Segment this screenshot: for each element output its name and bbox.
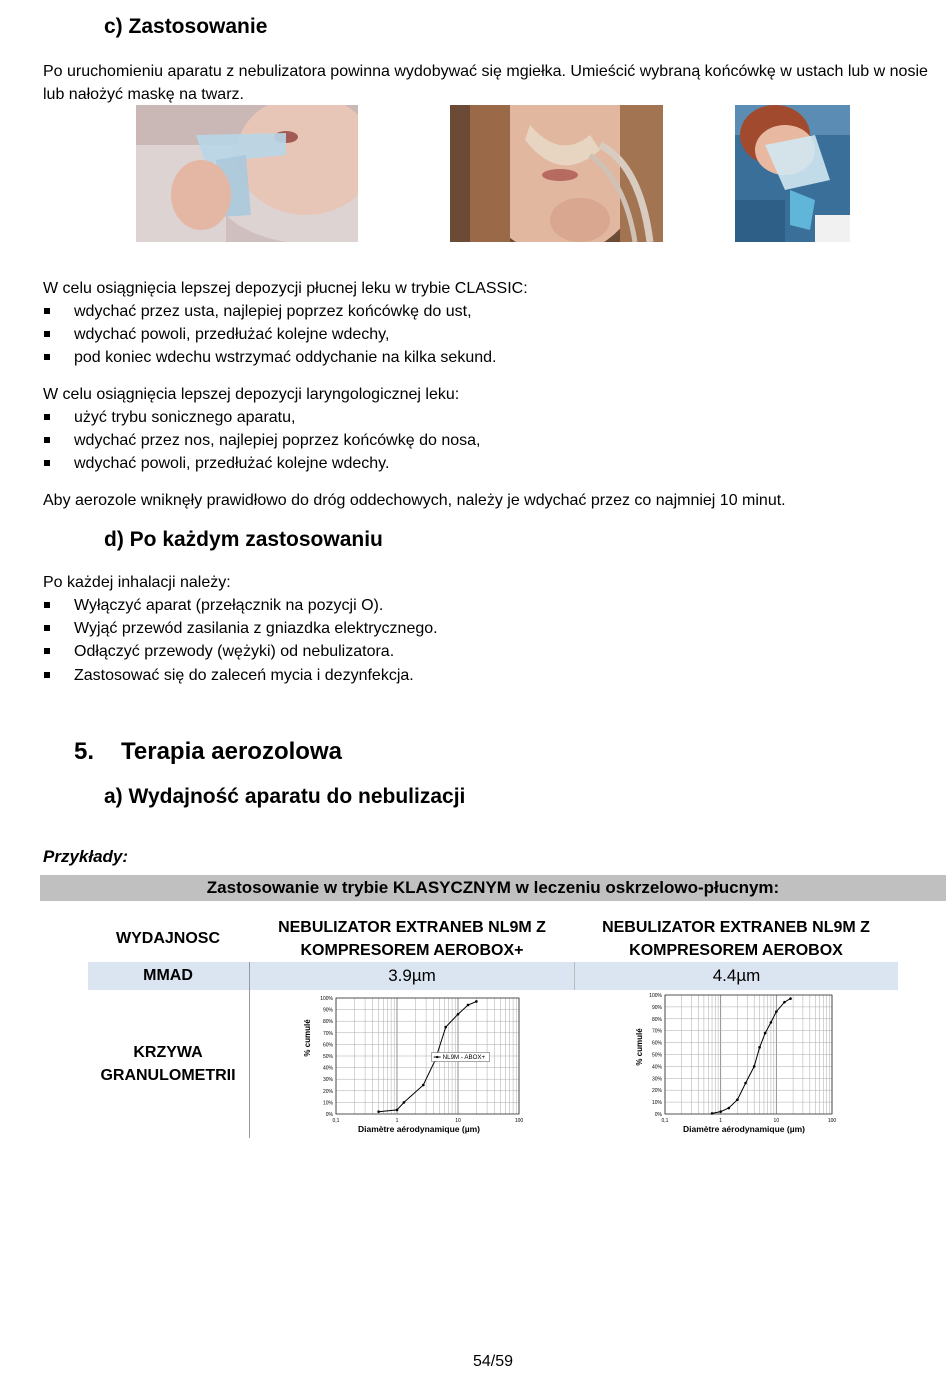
y-tick-label: 70% bbox=[651, 1028, 662, 1035]
classic-intro: W celu osiągnięcia lepszej depozycji płucnej leku w trybie CLASSIC: bbox=[43, 280, 528, 297]
series-line bbox=[712, 999, 791, 1114]
col-header-aerobox-plus: NEBULIZATOR EXTRANEB NL9M Z KOMPRESOREM AEROBOX+ bbox=[278, 919, 546, 959]
legend-label: NL9M - ABOX+ bbox=[442, 1054, 486, 1062]
y-tick-label: 60% bbox=[322, 1042, 333, 1049]
list-item: wdychać przez nos, najlepiej poprzez końcówkę do nosa, bbox=[43, 429, 923, 452]
data-point bbox=[444, 1026, 447, 1029]
y-tick-label: 70% bbox=[322, 1030, 333, 1037]
data-point bbox=[789, 997, 792, 1000]
data-point bbox=[775, 1010, 778, 1013]
photo-face-mask bbox=[735, 105, 850, 242]
data-point bbox=[467, 1004, 470, 1007]
photo-mouthpiece bbox=[136, 105, 358, 242]
y-tick-label: 30% bbox=[322, 1077, 333, 1084]
y-tick-label: 20% bbox=[651, 1088, 662, 1095]
section-c-title: c) Zastosowanie bbox=[104, 15, 268, 38]
list-item: pod koniec wdechu wstrzymać oddychanie na kilka sekund. bbox=[43, 346, 923, 369]
table-header: Zastosowanie w trybie KLASYCZNYM w leczeniu oskrzelowo-płucnym: bbox=[40, 875, 946, 901]
list-item: wdychać powoli, przedłużać kolejne wdechy, bbox=[43, 323, 923, 346]
list-item: Wyłączyć aparat (przełącznik na pozycji O). bbox=[43, 594, 923, 617]
page-number: 54/59 bbox=[472, 1353, 514, 1370]
data-point bbox=[457, 1013, 460, 1016]
x-tick-label: 100 bbox=[514, 1118, 524, 1124]
data-point bbox=[475, 1000, 478, 1003]
y-tick-label: 60% bbox=[651, 1040, 662, 1047]
x-tick-label: 1 bbox=[719, 1118, 723, 1124]
y-tick-label: 50% bbox=[651, 1052, 662, 1059]
chart-ylabel: % cumulé bbox=[635, 1028, 644, 1066]
x-tick-label: 10 bbox=[773, 1118, 780, 1124]
list-item: Wyjąć przewód zasilania z gniazdka elektrycznego. bbox=[43, 617, 923, 640]
laryng-list bbox=[43, 406, 923, 476]
y-tick-label: 50% bbox=[322, 1054, 333, 1060]
list-item: Odłączyć przewody (wężyki) od nebulizatora. bbox=[43, 640, 923, 663]
x-tick-label: 0,1 bbox=[661, 1118, 669, 1124]
list-item: wdychać przez usta, najlepiej poprzez końcówkę do ust, bbox=[43, 300, 923, 323]
chart-xlabel: Diamètre aérodynamique (µm) bbox=[357, 1124, 481, 1134]
data-point bbox=[403, 1101, 406, 1104]
x-tick-label: 1 bbox=[395, 1118, 399, 1124]
closing-paragraph: Aby aerozole wniknęły prawidłowo do dróg oddechowych, należy je wdychać przez co najmniej 10 minut. bbox=[43, 492, 786, 509]
chart-xlabel: Diamètre aérodynamique (µm) bbox=[682, 1124, 806, 1134]
data-point bbox=[736, 1098, 739, 1101]
granulometry-chart-aerobox bbox=[632, 990, 842, 1138]
col-divider bbox=[249, 962, 250, 1138]
legend-marker bbox=[436, 1056, 438, 1058]
classic-list bbox=[43, 300, 923, 370]
data-point bbox=[770, 1021, 773, 1024]
data-point bbox=[396, 1109, 399, 1112]
y-tick-label: 10% bbox=[322, 1100, 333, 1107]
section-d-list bbox=[43, 594, 923, 687]
mmad-value-aerobox-plus: 3.9µm bbox=[388, 966, 436, 985]
data-point bbox=[377, 1110, 380, 1113]
photo-nose-piece bbox=[450, 105, 663, 242]
data-point bbox=[422, 1084, 425, 1087]
y-tick-label: 80% bbox=[322, 1019, 333, 1026]
data-point bbox=[758, 1046, 761, 1049]
section-d-intro: Po każdej inhalacji należy: bbox=[43, 574, 231, 591]
data-point bbox=[753, 1065, 756, 1068]
section-d-title: d) Po każdym zastosowaniu bbox=[104, 528, 383, 551]
y-tick-label: 90% bbox=[651, 1004, 662, 1011]
y-tick-label: 20% bbox=[322, 1088, 333, 1095]
y-tick-label: 40% bbox=[322, 1065, 333, 1072]
data-point bbox=[783, 1001, 786, 1004]
y-tick-label: 100% bbox=[320, 996, 333, 1002]
col-header-wydajnosc: WYDAJNOSC bbox=[115, 930, 220, 947]
chart-ylabel: % cumulé bbox=[303, 1019, 312, 1057]
section-c-intro: Po uruchomieniu aparatu z nebulizatora powinna wydobywać się mgiełka. Umieścić wybraną końcówkę w ustach lub w nosie lub nałożyć maskę na twarz. bbox=[43, 63, 928, 103]
examples-label: Przykłady: bbox=[43, 847, 129, 866]
section-5-title: Terapia aerozolowa bbox=[121, 738, 342, 765]
y-tick-label: 90% bbox=[322, 1007, 333, 1014]
list-item: Zastosować się do zaleceń mycia i dezynfekcja. bbox=[43, 664, 923, 687]
mmad-value-aerobox: 4.4µm bbox=[712, 966, 761, 985]
x-tick-label: 10 bbox=[455, 1118, 461, 1124]
y-tick-label: 0% bbox=[654, 1112, 662, 1118]
y-tick-label: 40% bbox=[651, 1064, 662, 1071]
data-point bbox=[744, 1082, 747, 1085]
granulometry-chart-aerobox-plus bbox=[300, 993, 530, 1138]
section-5-number: 5. bbox=[74, 738, 95, 765]
laryng-intro: W celu osiągnięcia lepszej depozycji laryngologicznej leku: bbox=[43, 386, 460, 403]
data-point bbox=[711, 1112, 714, 1115]
col-header-aerobox: NEBULIZATOR EXTRANEB NL9M Z KOMPRESOREM AEROBOX bbox=[602, 919, 870, 959]
y-tick-label: 80% bbox=[651, 1016, 662, 1023]
data-point bbox=[764, 1032, 767, 1035]
x-tick-label: 0,1 bbox=[332, 1118, 340, 1124]
list-item: wdychać powoli, przedłużać kolejne wdechy. bbox=[43, 452, 923, 475]
row-label-curve: KRZYWA GRANULOMETRII bbox=[100, 1044, 236, 1084]
data-point bbox=[719, 1110, 722, 1113]
section-5a-title: a) Wydajność aparatu do nebulizacji bbox=[104, 785, 466, 808]
row-label-mmad: MMAD bbox=[143, 967, 193, 984]
y-tick-label: 100% bbox=[649, 993, 662, 999]
y-tick-label: 0% bbox=[325, 1112, 333, 1118]
list-item: użyć trybu sonicznego aparatu, bbox=[43, 406, 923, 429]
y-tick-label: 30% bbox=[651, 1076, 662, 1083]
x-tick-label: 100 bbox=[827, 1118, 837, 1124]
y-tick-label: 10% bbox=[651, 1100, 662, 1107]
data-point bbox=[728, 1107, 731, 1110]
